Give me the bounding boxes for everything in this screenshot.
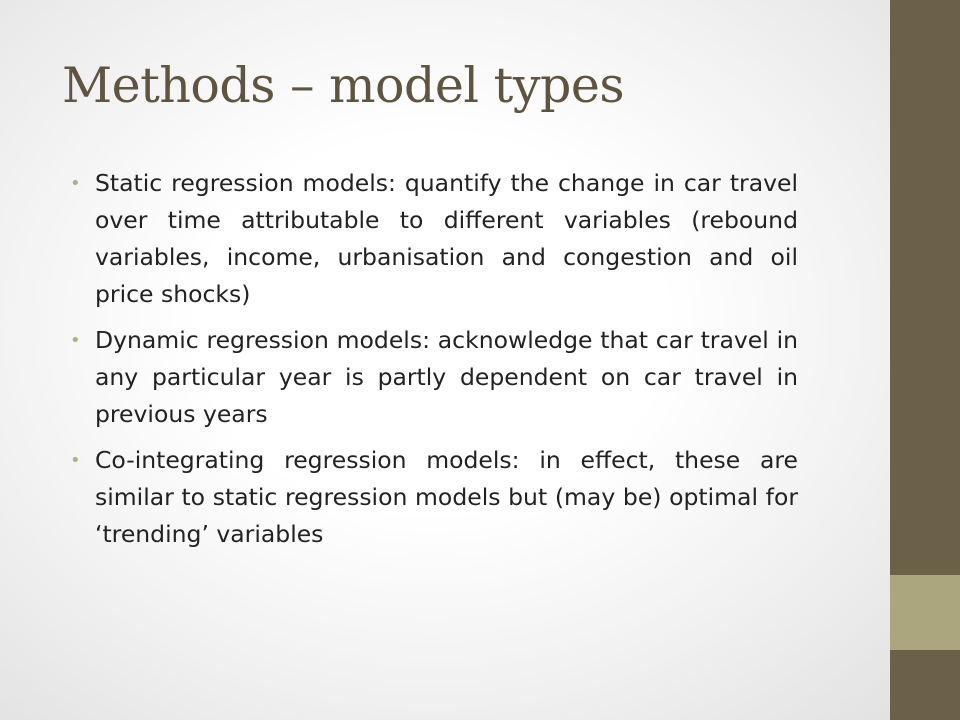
- bullet-text: Static regression models: quantify the change in car travel over time attributable to different variables (rebound variables, income, urbanisation and congestion and oil price shocks): [95, 169, 798, 308]
- side-decoration-bar: [890, 0, 960, 720]
- side-bar-accent-band: [890, 575, 960, 650]
- bullet-list: [70, 165, 798, 562]
- bullet-item-static-regression: [70, 165, 798, 313]
- bullet-item-dynamic-regression: [70, 322, 798, 433]
- bullet-icon: •: [70, 330, 81, 351]
- bullet-text: Co-integrating regression models: in effect, these are similar to static regression models but (may be) optimal for ‘trending’ variables: [95, 446, 798, 548]
- bullet-text: Dynamic regression models: acknowledge that car travel in any particular year is partly dependent on car travel in previous years: [95, 326, 798, 428]
- side-bar-top-band: [890, 0, 960, 575]
- side-bar-bottom-band: [890, 650, 960, 720]
- bullet-item-cointegrating-regression: [70, 442, 798, 553]
- bullet-icon: •: [70, 173, 81, 194]
- slide-title: Methods – model types: [62, 57, 625, 114]
- bullet-icon: •: [70, 450, 81, 471]
